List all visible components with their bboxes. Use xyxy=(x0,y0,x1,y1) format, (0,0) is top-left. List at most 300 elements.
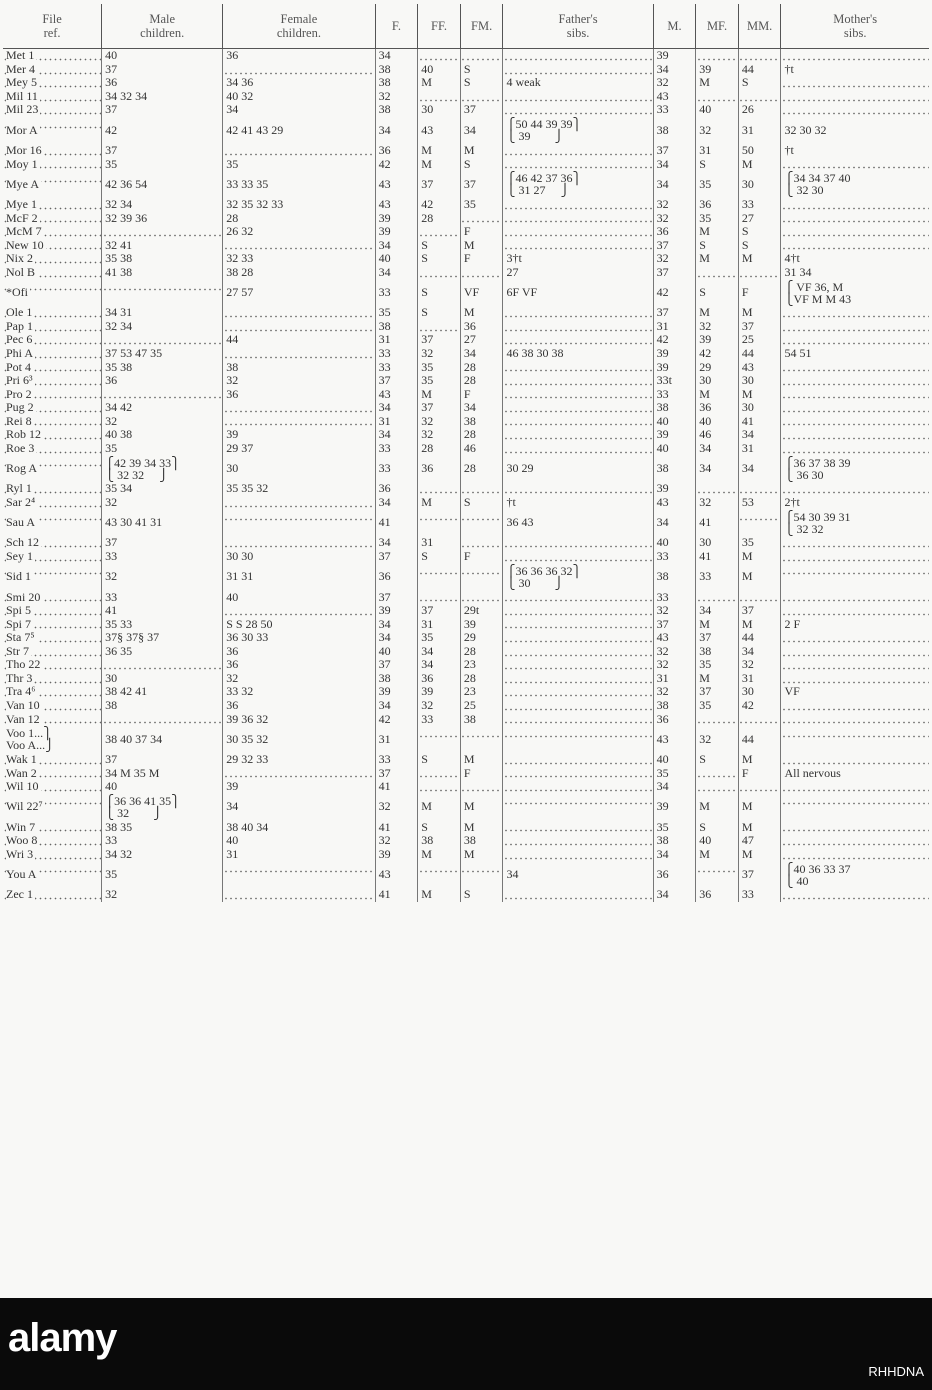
file-ref-text: Wri 3 xyxy=(6,847,34,861)
mother-sibs-cell xyxy=(781,401,929,415)
ff-cell xyxy=(418,225,461,239)
file-ref-text: Sid 1 xyxy=(6,569,32,584)
mother-cell: 34 xyxy=(653,780,696,794)
ff-cell xyxy=(418,320,461,334)
column-header: MF. xyxy=(696,4,739,49)
mother-cell: 36 xyxy=(653,225,696,239)
father-sibs-cell xyxy=(503,333,653,347)
ff-cell: 28 xyxy=(418,442,461,456)
table-row xyxy=(3,604,929,618)
father-sibs-cell xyxy=(503,604,653,618)
file-ref-cell xyxy=(3,347,102,361)
father-sibs-cell xyxy=(503,157,653,171)
column-header: M. xyxy=(653,4,696,49)
father-sibs-cell xyxy=(503,658,653,672)
female-children-cell: 39 xyxy=(223,780,375,794)
female-children-cell: 34 36 xyxy=(223,76,375,90)
mother-cell: 35 xyxy=(653,766,696,780)
father-cell: 34 xyxy=(375,266,418,280)
table-row xyxy=(3,712,929,726)
braced-values: ⎧46 42 37 36⎫ ⎩ 31 27 ⎭ xyxy=(506,171,582,198)
father-cell: 38 xyxy=(375,672,418,686)
fm-cell xyxy=(460,482,503,496)
female-children-cell: 39 36 32 xyxy=(223,712,375,726)
table-row xyxy=(3,820,929,834)
ff-cell: 34 xyxy=(418,645,461,659)
mother-sibs-cell xyxy=(781,455,929,482)
male-children-cell xyxy=(102,333,223,347)
mf-cell: M xyxy=(696,252,739,266)
mother-sibs-cell xyxy=(781,171,929,198)
mf-cell: 37 xyxy=(696,685,739,699)
ff-cell: S xyxy=(418,753,461,767)
file-ref-cell xyxy=(3,320,102,334)
mf-cell: M xyxy=(696,76,739,90)
mm-cell xyxy=(738,780,781,794)
mf-cell: M xyxy=(696,617,739,631)
father-sibs-cell xyxy=(503,753,653,767)
ff-cell xyxy=(418,861,461,888)
mf-cell: 39 xyxy=(696,333,739,347)
table-row xyxy=(3,672,929,686)
fm-cell: 34 xyxy=(460,401,503,415)
mother-sibs-cell xyxy=(781,387,929,401)
table-row xyxy=(3,198,929,212)
table-row xyxy=(3,90,929,104)
ff-cell: 31 xyxy=(418,536,461,550)
ff-cell: 34 xyxy=(418,658,461,672)
male-children-cell: 42 36 54 xyxy=(102,171,223,198)
fm-cell xyxy=(460,49,503,63)
mm-cell: 31 xyxy=(738,442,781,456)
mother-cell: 42 xyxy=(653,333,696,347)
male-children-cell: 33 xyxy=(102,834,223,848)
female-children-cell: 36 xyxy=(223,387,375,401)
ff-cell: M xyxy=(418,144,461,158)
fm-cell: M xyxy=(460,793,503,820)
file-ref-text: Mye A xyxy=(6,176,39,191)
father-sibs-cell xyxy=(503,888,653,902)
father-cell: 38 xyxy=(375,320,418,334)
fm-cell: S xyxy=(460,76,503,90)
column-header: Female children. xyxy=(223,4,375,49)
fm-cell: S xyxy=(460,496,503,510)
file-ref-cell xyxy=(3,712,102,726)
mf-cell: 36 xyxy=(696,401,739,415)
fm-cell xyxy=(460,509,503,536)
ff-cell: 35 xyxy=(418,374,461,388)
mm-cell xyxy=(738,266,781,280)
mm-cell: F xyxy=(738,279,781,306)
mf-cell: S xyxy=(696,279,739,306)
father-cell: 38 xyxy=(375,63,418,77)
mother-sibs-cell xyxy=(781,320,929,334)
table-row xyxy=(3,834,929,848)
father-cell: 43 xyxy=(375,171,418,198)
file-ref-text: Win 7 xyxy=(6,820,36,834)
table-row xyxy=(3,536,929,550)
file-ref-cell xyxy=(3,157,102,171)
male-children-cell: 36 xyxy=(102,76,223,90)
fm-cell xyxy=(460,211,503,225)
male-children-cell: 38 35 xyxy=(102,820,223,834)
male-children-cell: 35 38 xyxy=(102,252,223,266)
mother-sibs-cell xyxy=(781,198,929,212)
file-ref-cell xyxy=(3,211,102,225)
mm-cell: 25 xyxy=(738,333,781,347)
male-children-cell: 35 34 xyxy=(102,482,223,496)
father-sibs-cell xyxy=(503,780,653,794)
father-cell: 34 xyxy=(375,238,418,252)
file-ref-cell xyxy=(3,753,102,767)
mm-cell xyxy=(738,49,781,63)
mf-cell: 41 xyxy=(696,550,739,564)
female-children-cell xyxy=(223,238,375,252)
table-row xyxy=(3,49,929,63)
file-ref-cell xyxy=(3,482,102,496)
male-children-cell: 35 xyxy=(102,861,223,888)
female-children-cell: 31 31 xyxy=(223,563,375,590)
file-ref-text: Pri 6³ xyxy=(6,373,33,388)
file-ref-cell xyxy=(3,266,102,280)
father-sibs-cell xyxy=(503,699,653,713)
male-children-cell: 35 33 xyxy=(102,617,223,631)
mm-cell: M xyxy=(738,617,781,631)
mother-cell: 34 xyxy=(653,171,696,198)
mother-sibs-cell xyxy=(781,672,929,686)
file-ref-cell xyxy=(3,428,102,442)
fm-cell: F xyxy=(460,766,503,780)
fm-cell: 28 xyxy=(460,374,503,388)
file-ref-cell xyxy=(3,604,102,618)
mf-cell: M xyxy=(696,387,739,401)
file-ref-cell xyxy=(3,536,102,550)
mf-cell: 33 xyxy=(696,563,739,590)
male-children-cell: 37 xyxy=(102,144,223,158)
table-row xyxy=(3,117,929,144)
father-sibs-cell xyxy=(503,360,653,374)
mother-cell: 39 xyxy=(653,428,696,442)
mother-sibs-cell xyxy=(781,536,929,550)
mother-sibs-cell xyxy=(781,333,929,347)
mm-cell: M xyxy=(738,820,781,834)
father-sibs-cell: 46 38 30 38 xyxy=(503,347,653,361)
father-sibs-cell xyxy=(503,117,653,144)
female-children-cell: 39 xyxy=(223,428,375,442)
file-ref-text: Sch 12 xyxy=(6,536,39,550)
father-cell: 36 xyxy=(375,482,418,496)
column-header: FF. xyxy=(418,4,461,49)
alamy-logo: alamy xyxy=(8,1316,117,1360)
table-row xyxy=(3,414,929,428)
father-sibs-cell xyxy=(503,320,653,334)
mf-cell: 37 xyxy=(696,631,739,645)
mm-cell: M xyxy=(738,157,781,171)
ff-cell: S xyxy=(418,252,461,266)
fm-cell: 29 xyxy=(460,631,503,645)
mm-cell: 30 xyxy=(738,401,781,415)
file-ref-cell xyxy=(3,888,102,902)
mother-cell: 37 xyxy=(653,306,696,320)
fm-cell xyxy=(460,266,503,280)
ff-cell: S xyxy=(418,820,461,834)
ff-cell: 32 xyxy=(418,347,461,361)
father-sibs-cell xyxy=(503,103,653,117)
ff-cell: M xyxy=(418,848,461,862)
mm-cell xyxy=(738,482,781,496)
fm-cell: 28 xyxy=(460,672,503,686)
file-ref-text: Mor 16 xyxy=(6,143,42,157)
mother-cell: 32 xyxy=(653,685,696,699)
file-ref-cell xyxy=(3,766,102,780)
father-cell: 33 xyxy=(375,455,418,482)
mother-sibs-cell xyxy=(781,753,929,767)
mother-cell: 36 xyxy=(653,861,696,888)
table-row xyxy=(3,455,929,482)
mm-cell: F xyxy=(738,766,781,780)
father-cell: 32 xyxy=(375,793,418,820)
mm-cell xyxy=(738,712,781,726)
table-body xyxy=(3,49,929,902)
mf-cell: 29 xyxy=(696,360,739,374)
female-children-cell: 32 xyxy=(223,374,375,388)
mf-cell xyxy=(696,590,739,604)
male-children-cell: 35 38 xyxy=(102,360,223,374)
mother-cell: 43 xyxy=(653,726,696,753)
mm-cell: M xyxy=(738,550,781,564)
file-ref-text: Ole 1 xyxy=(6,306,33,320)
mother-sibs-cell xyxy=(781,49,929,63)
male-children-cell: 34 31 xyxy=(102,306,223,320)
father-sibs-cell xyxy=(503,834,653,848)
mother-cell: 40 xyxy=(653,753,696,767)
mother-sibs-cell: 4†t xyxy=(781,252,929,266)
mf-cell: M xyxy=(696,793,739,820)
table-row xyxy=(3,144,929,158)
father-cell: 34 xyxy=(375,49,418,63)
file-ref-text: Zec 1 xyxy=(6,888,33,902)
father-sibs-cell xyxy=(503,766,653,780)
mother-sibs-cell xyxy=(781,726,929,753)
male-children-cell: 40 38 xyxy=(102,428,223,442)
mother-cell: 43 xyxy=(653,631,696,645)
father-cell: 40 xyxy=(375,252,418,266)
fm-cell: 36 xyxy=(460,320,503,334)
mm-cell: S xyxy=(738,225,781,239)
mother-sibs-cell xyxy=(781,820,929,834)
mf-cell: 42 xyxy=(696,347,739,361)
male-children-cell: 32 xyxy=(102,496,223,510)
father-cell: 31 xyxy=(375,414,418,428)
table-row xyxy=(3,211,929,225)
table-row xyxy=(3,279,929,306)
ff-cell: 36 xyxy=(418,672,461,686)
file-ref-text: Mil 11 xyxy=(6,89,38,103)
mf-cell: 46 xyxy=(696,428,739,442)
file-ref-cell xyxy=(3,374,102,388)
fm-cell xyxy=(460,780,503,794)
file-ref-cell xyxy=(3,848,102,862)
file-ref-cell xyxy=(3,442,102,456)
ff-cell xyxy=(418,482,461,496)
file-ref-cell xyxy=(3,590,102,604)
mf-cell xyxy=(696,482,739,496)
female-children-cell xyxy=(223,536,375,550)
male-children-cell: 32 41 xyxy=(102,238,223,252)
ff-cell: M xyxy=(418,387,461,401)
ff-cell: S xyxy=(418,238,461,252)
ff-cell: 28 xyxy=(418,211,461,225)
mm-cell: M xyxy=(738,848,781,862)
father-cell: 34 xyxy=(375,617,418,631)
male-children-cell: 37 xyxy=(102,753,223,767)
ff-cell xyxy=(418,780,461,794)
pedigree-table xyxy=(3,4,929,902)
father-cell: 41 xyxy=(375,509,418,536)
mother-cell: 39 xyxy=(653,360,696,374)
mother-sibs-cell: All nervous xyxy=(781,766,929,780)
ff-cell xyxy=(418,90,461,104)
fm-cell: M xyxy=(460,238,503,252)
mother-sibs-cell xyxy=(781,90,929,104)
father-cell: 42 xyxy=(375,157,418,171)
table-row xyxy=(3,590,929,604)
file-ref-cell xyxy=(3,401,102,415)
file-ref-cell xyxy=(3,333,102,347)
mother-sibs-cell xyxy=(781,631,929,645)
file-ref-text: You A xyxy=(6,867,37,882)
table-row xyxy=(3,550,929,564)
mm-cell: 37 xyxy=(738,861,781,888)
file-ref-text: Spi 7 xyxy=(6,617,32,631)
mf-cell: S xyxy=(696,238,739,252)
table-row xyxy=(3,888,929,902)
father-cell: 34 xyxy=(375,428,418,442)
file-ref-cell xyxy=(3,198,102,212)
female-children-cell xyxy=(223,888,375,902)
table-row xyxy=(3,780,929,794)
mf-cell: 36 xyxy=(696,888,739,902)
table-row xyxy=(3,320,929,334)
mother-cell: 33 xyxy=(653,103,696,117)
father-cell: 33 xyxy=(375,347,418,361)
file-ref-cell xyxy=(3,631,102,645)
column-header: Father's sibs. xyxy=(503,4,653,49)
mother-cell: 38 xyxy=(653,401,696,415)
ff-cell xyxy=(418,509,461,536)
file-ref-cell xyxy=(3,387,102,401)
ff-cell: 43 xyxy=(418,117,461,144)
table-row xyxy=(3,238,929,252)
female-children-cell: 36 xyxy=(223,49,375,63)
father-sibs-cell xyxy=(503,374,653,388)
mother-cell: 39 xyxy=(653,347,696,361)
file-ref-text: Tho 22 xyxy=(6,658,41,672)
table-row xyxy=(3,63,929,77)
female-children-cell xyxy=(223,401,375,415)
male-children-cell: 32 34 xyxy=(102,198,223,212)
file-ref-cell xyxy=(3,509,102,536)
file-ref-text: Smi 20 xyxy=(6,590,41,604)
fm-cell xyxy=(460,90,503,104)
mm-cell: 35 xyxy=(738,536,781,550)
father-sibs-cell xyxy=(503,414,653,428)
image-id-label: RHHDNA xyxy=(868,1364,924,1379)
father-sibs-cell xyxy=(503,198,653,212)
mother-cell: 40 xyxy=(653,536,696,550)
father-cell: 33 xyxy=(375,360,418,374)
mm-cell: 44 xyxy=(738,726,781,753)
file-ref-cell xyxy=(3,238,102,252)
fm-cell: 28 xyxy=(460,455,503,482)
father-cell: 37 xyxy=(375,766,418,780)
father-sibs-cell: 3†t xyxy=(503,252,653,266)
male-children-cell xyxy=(102,387,223,401)
file-ref-cell xyxy=(3,171,102,198)
file-ref-cell xyxy=(3,793,102,820)
mf-cell: 39 xyxy=(696,63,739,77)
file-ref-text: Moy 1 xyxy=(6,157,38,171)
father-cell: 37 xyxy=(375,658,418,672)
file-ref-cell xyxy=(3,306,102,320)
fm-cell: 25 xyxy=(460,699,503,713)
mother-sibs-cell xyxy=(781,645,929,659)
ff-cell: 32 xyxy=(418,428,461,442)
table-row xyxy=(3,793,929,820)
female-children-cell xyxy=(223,347,375,361)
table-row xyxy=(3,428,929,442)
mother-sibs-cell xyxy=(781,509,929,536)
male-children-cell: 38 xyxy=(102,699,223,713)
male-children-cell: 32 39 36 xyxy=(102,211,223,225)
mf-cell xyxy=(696,49,739,63)
male-children-cell: 34 M 35 M xyxy=(102,766,223,780)
male-children-cell: 30 xyxy=(102,672,223,686)
female-children-cell xyxy=(223,320,375,334)
father-cell: 38 xyxy=(375,76,418,90)
table-row xyxy=(3,347,929,361)
file-ref-cell xyxy=(3,685,102,699)
mother-sibs-cell xyxy=(781,712,929,726)
file-ref-text: Str 7 xyxy=(6,644,30,658)
ff-cell xyxy=(418,266,461,280)
mother-cell: 33t xyxy=(653,374,696,388)
file-ref-text: Wil 10 xyxy=(6,779,39,794)
mother-sibs-cell: 2 F xyxy=(781,617,929,631)
file-ref-cell xyxy=(3,550,102,564)
ff-cell xyxy=(418,563,461,590)
table-row xyxy=(3,252,929,266)
father-cell: 34 xyxy=(375,117,418,144)
father-cell: 41 xyxy=(375,820,418,834)
male-children-cell: 35 xyxy=(102,442,223,456)
mother-sibs-cell xyxy=(781,658,929,672)
table-row xyxy=(3,387,929,401)
file-ref-text: Roe 3 xyxy=(6,441,35,455)
mf-cell: 32 xyxy=(696,496,739,510)
mother-sibs-cell xyxy=(781,563,929,590)
mother-cell: 32 xyxy=(653,645,696,659)
file-ref-text: Van 10 xyxy=(6,698,40,712)
ff-cell: S xyxy=(418,550,461,564)
mother-cell: 39 xyxy=(653,49,696,63)
father-cell: 39 xyxy=(375,225,418,239)
father-sibs-cell xyxy=(503,482,653,496)
mother-sibs-cell xyxy=(781,482,929,496)
mother-sibs-cell xyxy=(781,780,929,794)
column-header: FM. xyxy=(460,4,503,49)
table-row xyxy=(3,374,929,388)
